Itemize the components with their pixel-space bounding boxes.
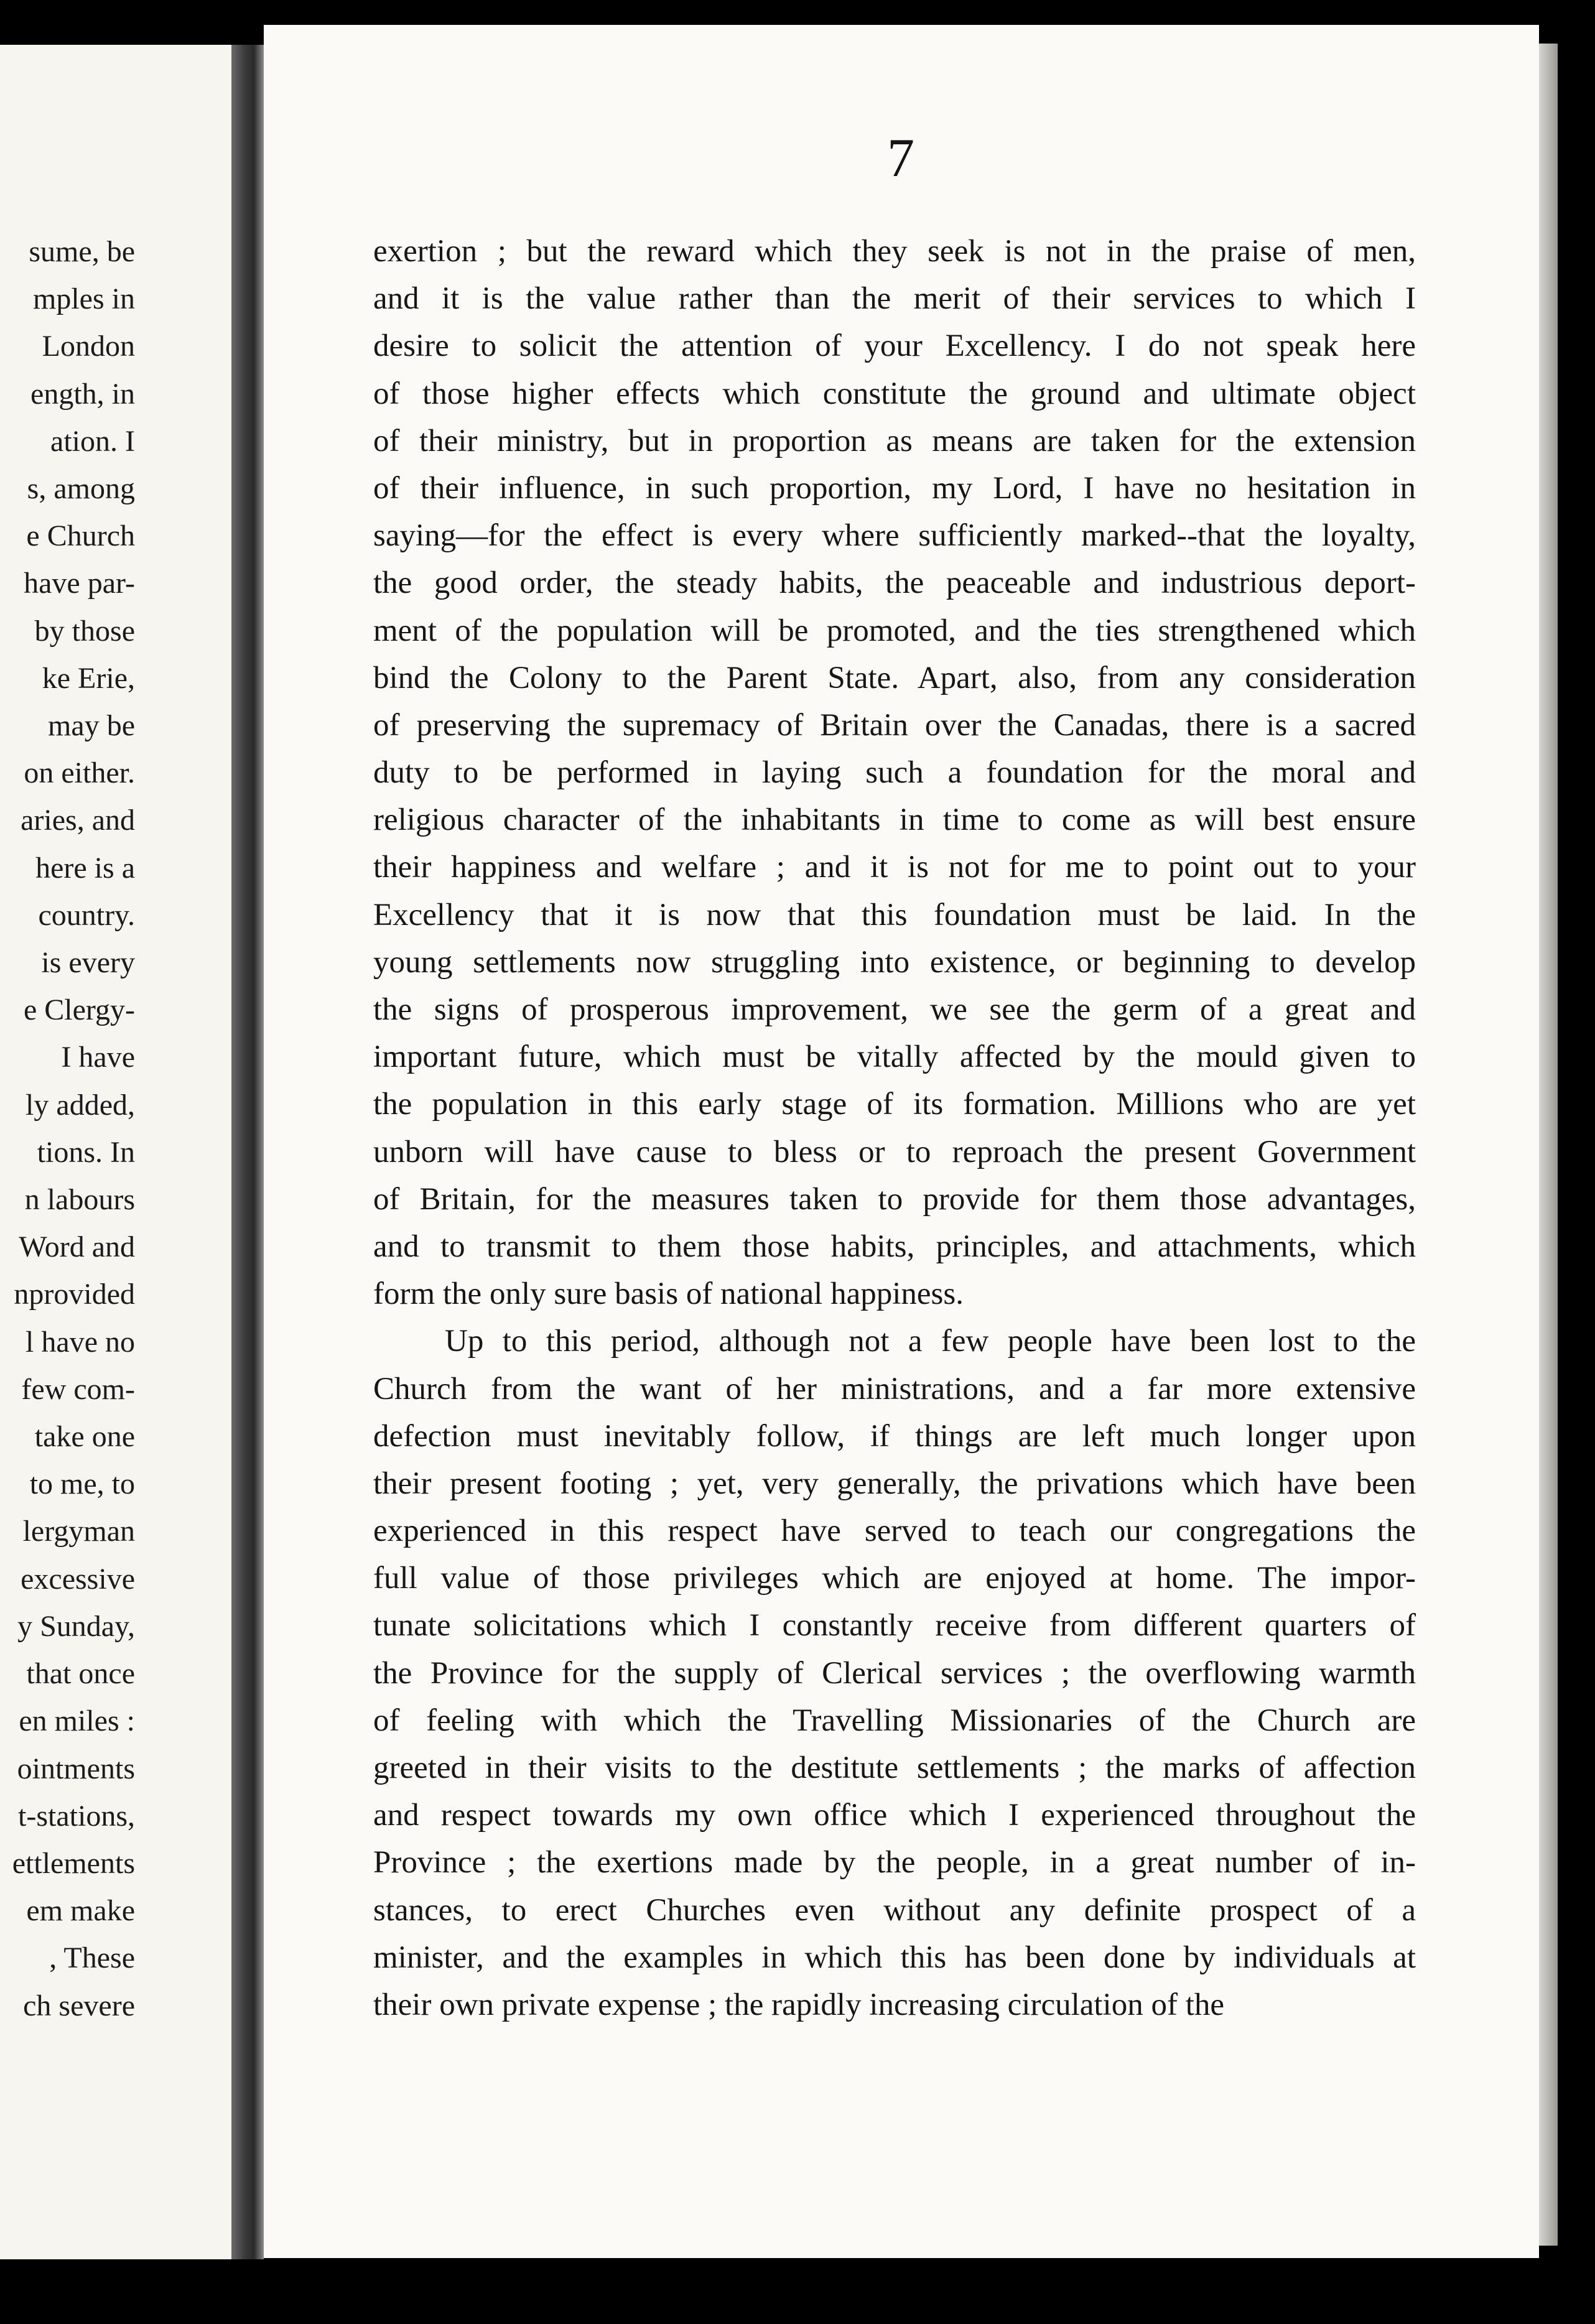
facing-page-line: London bbox=[42, 330, 135, 363]
text-line: tunate solicitations which I constantly receive from different quarters of bbox=[373, 1608, 1416, 1643]
facing-page-line: that once bbox=[26, 1657, 135, 1691]
facing-page-left bbox=[0, 45, 231, 2259]
facing-page-line: , These bbox=[49, 1941, 135, 1975]
text-line: Excellency that it is now that this foundation must be laid. In the bbox=[373, 897, 1416, 932]
facing-page-line: ke Erie, bbox=[42, 661, 135, 695]
facing-page-line: take one bbox=[34, 1420, 135, 1454]
page-edge bbox=[1539, 44, 1558, 2246]
facing-page-line: sume, be bbox=[29, 235, 135, 268]
facing-page-line: em make bbox=[26, 1894, 135, 1928]
facing-page-line: here is a bbox=[35, 851, 135, 885]
text-line: defection must inevitably follow, if things are left much longer upon bbox=[373, 1418, 1416, 1454]
facing-page-line: s, among bbox=[27, 472, 135, 506]
text-line: experienced in this respect have served to teach our congregations the bbox=[373, 1513, 1416, 1549]
facing-page-line: lergyman bbox=[22, 1515, 135, 1548]
facing-page-line: aries, and bbox=[21, 804, 135, 837]
text-line: Church from the want of her ministrations, and a far more extensive bbox=[373, 1371, 1416, 1406]
facing-page-line: mples in bbox=[33, 282, 135, 316]
facing-page-line: ength, in bbox=[30, 377, 135, 411]
text-line: the good order, the steady habits, the peaceable and industrious deport- bbox=[373, 565, 1416, 601]
text-line: Up to this period, although not a few people have been lost to the bbox=[445, 1324, 1416, 1359]
text-line: of feeling with which the Travelling Missionaries of the Church are bbox=[373, 1703, 1416, 1738]
facing-page-line: n labours bbox=[24, 1183, 135, 1217]
text-line: unborn will have cause to bless or to reproach the present Government bbox=[373, 1134, 1416, 1169]
facing-page-line: t-stations, bbox=[18, 1799, 135, 1833]
facing-page-line: on either. bbox=[24, 756, 135, 790]
facing-page-line: by those bbox=[34, 614, 135, 648]
text-line: religious character of the inhabitants in time to come as will best ensure bbox=[373, 802, 1416, 838]
text-line: important future, which must be vitally affected by the mould given to bbox=[373, 1039, 1416, 1075]
text-line: duty to be performed in laying such a foundation for the moral and bbox=[373, 755, 1416, 791]
facing-page-line: excessive bbox=[21, 1562, 135, 1596]
facing-page-line: I have bbox=[61, 1041, 135, 1074]
facing-page-line: l have no bbox=[26, 1325, 135, 1359]
facing-page-line: may be bbox=[48, 709, 135, 743]
text-line: minister, and the examples in which this has been done by individuals at bbox=[373, 1940, 1416, 1975]
text-line: the population in this early stage of its formation. Millions who are yet bbox=[373, 1087, 1416, 1122]
facing-page-line: y Sunday, bbox=[17, 1609, 135, 1643]
text-line: Province ; the exertions made by the people, in a great number of in- bbox=[373, 1845, 1416, 1880]
text-line: form the only sure basis of national happiness. bbox=[373, 1276, 964, 1312]
text-line: their present footing ; yet, very generally, the privations which have been bbox=[373, 1466, 1416, 1501]
facing-page-line: en miles : bbox=[19, 1704, 135, 1738]
text-line: full value of those privileges which are enjoyed at home. The impor- bbox=[373, 1561, 1416, 1596]
body-text bbox=[373, 228, 1416, 2029]
text-line: bind the Colony to the Parent State. Apart, also, from any consideration bbox=[373, 660, 1416, 695]
text-line: the Province for the supply of Clerical services ; the overflowing warmth bbox=[373, 1655, 1416, 1691]
page-number: 7 bbox=[887, 128, 914, 188]
facing-page-line: nprovided bbox=[14, 1278, 135, 1311]
text-line: of their influence, in such proportion, my Lord, I have no hesitation in bbox=[373, 470, 1416, 506]
text-line: saying—for the effect is every where sufficiently marked--that the loyalty, bbox=[373, 518, 1416, 554]
text-line: their happiness and welfare ; and it is not for me to point out to your bbox=[373, 850, 1416, 885]
paragraph bbox=[373, 228, 1416, 1318]
text-line: their own private expense ; the rapidly increasing circulation of the bbox=[373, 1987, 1225, 2022]
text-line: of their ministry, but in proportion as means are taken for the extension bbox=[373, 423, 1416, 458]
facing-page-line: ation. I bbox=[50, 424, 135, 458]
page-gutter bbox=[231, 45, 264, 2259]
facing-page-line: ly added, bbox=[26, 1088, 135, 1122]
facing-page-line: Word and bbox=[19, 1230, 135, 1264]
facing-page-line: country. bbox=[38, 898, 135, 932]
facing-page-line: ointments bbox=[17, 1752, 135, 1785]
facing-page-line: ettlements bbox=[12, 1846, 135, 1880]
facing-page-line: is every bbox=[41, 946, 135, 980]
facing-page-line: few com- bbox=[21, 1372, 135, 1406]
text-line: greeted in their visits to the destitute settlements ; the marks of affection bbox=[373, 1750, 1416, 1785]
text-line: of those higher effects which constitute the ground and ultimate object bbox=[373, 376, 1416, 411]
text-line: and it is the value rather than the merit of their services to which I bbox=[373, 281, 1416, 317]
facing-page-line: to me, to bbox=[29, 1467, 135, 1501]
facing-page-line: ch severe bbox=[23, 1989, 135, 2022]
text-line: stances, to erect Churches even without any definite prospect of a bbox=[373, 1892, 1416, 1928]
text-line: ment of the population will be promoted, and the ties strengthened which bbox=[373, 613, 1416, 648]
facing-page-line: e Clergy- bbox=[23, 993, 135, 1027]
text-line: and to transmit to them those habits, principles, and attachments, which bbox=[373, 1229, 1416, 1264]
text-line: young settlements now struggling into existence, or beginning to develop bbox=[373, 944, 1416, 980]
text-line: the signs of prosperous improvement, we see the germ of a great and bbox=[373, 992, 1416, 1027]
text-line: of Britain, for the measures taken to provide for them those advantages, bbox=[373, 1181, 1416, 1217]
text-line: desire to solicit the attention of your Excellency. I do not speak here bbox=[373, 328, 1416, 364]
text-line: exertion ; but the reward which they seek is not in the praise of men, bbox=[373, 234, 1416, 269]
facing-page-text bbox=[0, 228, 135, 2030]
paragraph bbox=[373, 1318, 1416, 2029]
text-line: and respect towards my own office which I experienced throughout the bbox=[373, 1798, 1416, 1833]
text-line: of preserving the supremacy of Britain over the Canadas, there is a sacred bbox=[373, 707, 1416, 743]
facing-page-line: e Church bbox=[26, 519, 135, 553]
facing-page-line: tions. In bbox=[37, 1135, 135, 1169]
facing-page-line: have par- bbox=[24, 567, 135, 600]
